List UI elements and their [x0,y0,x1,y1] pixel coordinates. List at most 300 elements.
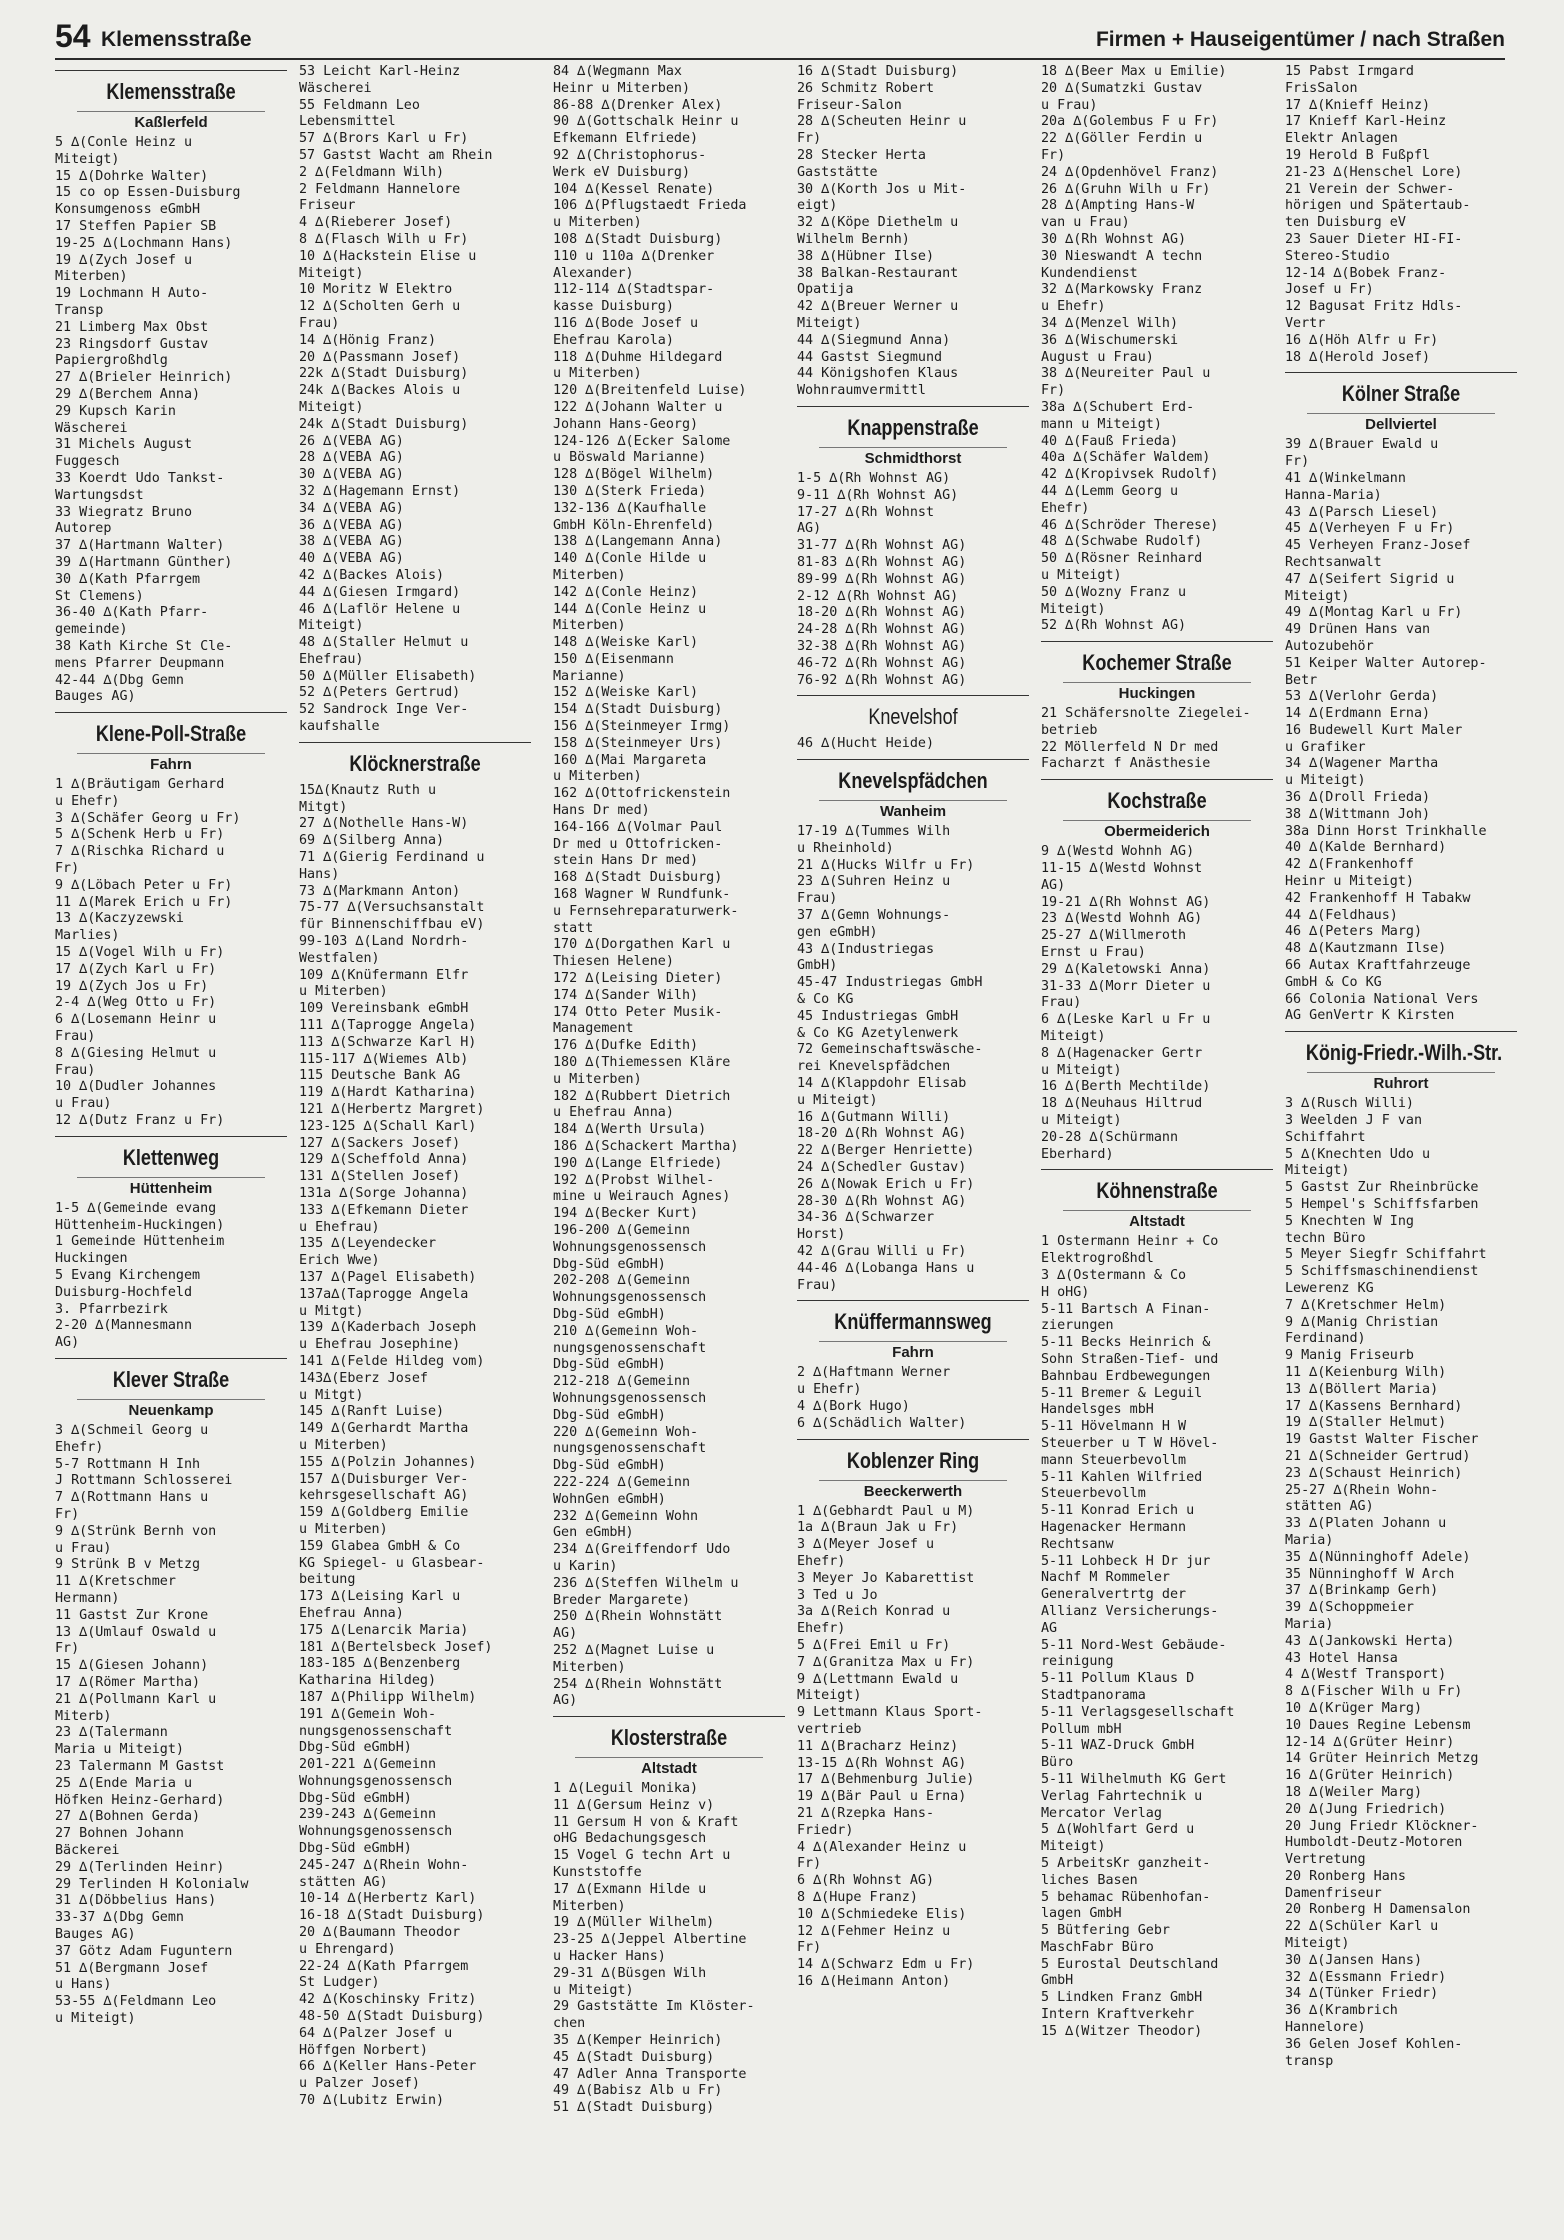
address-entry: nungsgenossenschaft [299,1723,453,1739]
address-entry: u Miterben) [553,769,642,785]
address-entry: 86-88 ∆(Drenker Alex) [553,97,723,113]
address-entry: Miteigt) [1041,1839,1106,1855]
address-entry: 36 ∆(Krambrich [1285,2003,1398,2019]
address-entry: 115-117 ∆(Wiemes Alb) [299,1051,469,1067]
address-entry: 11 Gersum H von & Kraft [553,1814,739,1830]
address-entry: 26 ∆(VEBA AG) [299,433,404,449]
address-entry: 149 ∆(Gerhardt Martha [299,1421,469,1437]
street-section [1285,1031,1517,2070]
street-section [1041,1169,1273,2040]
address-entry: 15∆(Knautz Ruth u [299,782,437,798]
address-entry: 7 ∆(Kretschmer Helm) [1285,1297,1447,1313]
address-entry: 106 ∆(Pflugstaedt Frieda [553,198,747,214]
address-entry: Efkemann Elfriede) [553,131,699,147]
address-entry: 10 ∆(Dudler Johannes [55,1079,217,1095]
address-entry: WohnGen eGmbH) [553,1491,666,1507]
address-entry: rei Knevelspfädchen [797,1059,951,1075]
address-entry: Sohn Straßen-Tief- und [1041,1352,1219,1367]
address-entry: 37 ∆(Hartmann Walter) [55,538,225,554]
address-entry: 3 Meyer Jo Kabarettist [797,1570,975,1586]
address-entry: u Miteigt) [1041,1062,1122,1078]
address-entry: 254 ∆(Rhein Wohnstätt [553,1676,723,1692]
address-entry: 20a ∆(Golembus F u Fr) [1041,114,1219,130]
address-entry: 42 Frankenhoff H Tabakw [1285,890,1471,906]
address-entry: 5-11 Becks Heinrich & [1041,1335,1211,1351]
address-entry: u Miteigt) [55,2010,136,2026]
address-entry: Wohnungsgenossensch [299,1824,453,1840]
address-entry: 3 Weelden J F van [1285,1113,1423,1129]
address-entry: 2 ∆(Haftmann Werner [797,1365,951,1381]
address-entry: 168 ∆(Stadt Duisburg) [553,870,723,886]
address-entry: 47 Adler Anna Transporte [553,2066,747,2082]
address-entry: Hüttenheim-Huckingen) [55,1217,225,1233]
address-entry: Horst) [797,1227,846,1243]
address-entry: 2 Feldmann Hannelore [299,181,461,197]
address-entry: 113 ∆(Schwarze Karl H) [299,1034,477,1050]
address-entry: Konsumgenoss eGmbH [55,202,201,218]
address-entry: 27 ∆(Brieler Heinrich) [55,370,233,386]
address-entry: 119 ∆(Hardt Katharina) [299,1085,477,1101]
address-entry: 5-11 Konrad Erich u [1041,1503,1195,1519]
address-entry: Wäscherei [299,80,372,96]
address-entry: 46-72 ∆(Rh Wohnst AG) [797,655,967,671]
district-name: Obermeiderich [1063,820,1251,844]
street-section [55,70,287,706]
address-entry: Steuerber u T W Hövel- [1041,1435,1219,1451]
district-name: Altstadt [1063,1210,1251,1234]
address-entry: 25-27 ∆(Willmeroth [1041,928,1187,944]
address-entry: 31-33 ∆(Morr Dieter u [1041,978,1211,994]
address-entry: 202-208 ∆(Gemeinn [553,1273,691,1289]
address-entry: u Miteigt) [1285,773,1366,789]
address-entry: 8 ∆(Flasch Wilh u Fr) [299,231,469,247]
address-entry: Autozubehör [1285,638,1374,654]
address-entry: 127 ∆(Sackers Josef) [299,1135,461,1151]
address-entry: 46 ∆(Hucht Heide) [797,736,935,752]
address-entry: 22 ∆(Schüler Karl u [1285,1919,1439,1935]
address-entry: Allianz Versicherungs- [1041,1603,1219,1619]
address-entry: Ernst u Frau) [1041,945,1146,961]
address-entry: u Böswald Marianne) [553,450,707,466]
address-entry: 40a ∆(Schäfer Waldem) [1041,450,1211,466]
address-entry: 42 ∆(Grau Willi u Fr) [797,1244,967,1260]
address-entry: 31-77 ∆(Rh Wohnst AG) [797,538,967,554]
address-entry: u Karin) [553,1558,618,1574]
address-entry: Ferdinand) [1285,1331,1366,1347]
address-entry: Dbg-Süd eGmbH) [299,1841,412,1857]
address-entry: 110 u 110a ∆(Drenker [553,248,715,264]
address-entry: 36 ∆(Wischumerski [1041,332,1179,348]
address-entry: 75-77 ∆(Versuchsanstalt [299,900,485,916]
street-section [797,695,1029,753]
address-entry: Maria u Miteigt) [55,1742,184,1758]
address-entry: 45 ∆(Stadt Duisburg) [553,2049,715,2065]
street-section [797,759,1029,1294]
address-entry: 20 Ronberg H Damensalon [1285,1902,1471,1918]
address-entry: KG Spiegel- u Glasbear- [299,1555,485,1571]
address-entry: 19 ∆(Zych Jos u Fr) [55,978,209,994]
address-entry: u Frau) [1041,97,1098,113]
district-name: Schmidthorst [819,447,1007,471]
address-entry: kaufshalle [299,719,380,735]
street-section [55,1358,287,2028]
address-entry: 24 ∆(Schedler Gustav) [797,1160,967,1176]
street-section [797,406,1029,689]
address-entry: 172 ∆(Leising Dieter) [553,971,723,987]
address-entry: GmbH) [797,958,838,974]
street-name: Knevelshof [868,704,958,730]
address-entry: 48-50 ∆(Stadt Duisburg) [299,2009,485,2025]
address-entry: Verlag Fahrtechnik u [1041,1788,1203,1804]
address-entry: Gen eGmbH) [553,1525,634,1541]
address-entry: 11 ∆(Gersum Heinz v) [553,1797,715,1813]
address-entry: AG) [553,1693,578,1709]
address-entry: beitung [299,1572,356,1588]
address-entry: AG) [797,521,822,537]
address-entry: Frau) [55,1029,96,1045]
address-entry: hörigen und Spätertaub- [1285,198,1471,214]
address-entry: 5 behamac Rübenhofan- [1041,1889,1211,1905]
address-entry: 53-55 ∆(Feldmann Leo [55,1994,217,2010]
address-entry: 21 Limberg Max Obst [55,319,209,335]
address-entry: 50 ∆(Wozny Franz u [1041,584,1187,600]
address-entry: Fr) [55,1506,80,1522]
address-entry: Maria) [1285,1616,1334,1632]
address-entry: 28-30 ∆(Rh Wohnst AG) [797,1193,967,1209]
address-entry: 29 ∆(Terlinden Heinr) [55,1859,225,1875]
address-entry: u Hans) [55,1977,112,1993]
address-entry: 31 ∆(Döbbelius Hans) [55,1893,217,1909]
address-entry: 5 ∆(Conle Heinz u [55,135,193,150]
address-entry: 31 Michels August [55,437,193,453]
address-entry: 5 Evang Kirchengem [55,1268,201,1284]
address-entry: Miteigt) [1041,1029,1106,1045]
address-entry: 1 ∆(Leguil Monika) [553,1781,699,1797]
address-entry: 1 ∆(Bräutigam Gerhard [55,777,225,793]
address-entry: Wäscherei [55,420,128,436]
address-entry: 84 ∆(Wegmann Max [553,64,682,79]
address-entry: 19 ∆(Bär Paul u Erna) [797,1789,967,1805]
address-entry: Bahnbau Erdbewegungen [1041,1368,1211,1384]
address-entry: 104 ∆(Kessel Renate) [553,181,715,197]
address-entry: 1-5 ∆(Rh Wohnst AG) [797,470,951,486]
address-entry: St Ludger) [299,1975,380,1991]
address-entry: 120 ∆(Breitenfeld Luise) [553,383,747,399]
address-entry: 22 Möllerfeld N Dr med [1041,739,1219,755]
address-entry: 17 ∆(Zych Karl u Fr) [55,961,217,977]
address-entry: Miteigt) [1041,601,1106,617]
address-entry: Rechtsanw [1041,1536,1114,1552]
address-entry: 30 Nieswandt A techn [1041,248,1203,264]
address-entry: 34-36 ∆(Schwarzer [797,1210,935,1226]
address-entry: 28 ∆(Scheuten Heinr u [797,114,967,130]
district-name: Fahrn [77,753,265,777]
address-entry: Fr) [1041,383,1066,399]
address-entry: Handelsges mbH [1041,1402,1154,1418]
address-entry: Fr) [797,131,822,147]
address-entry: 33 ∆(Platen Johann u [1285,1516,1447,1532]
address-entry: 174 ∆(Sander Wilh) [553,987,699,1003]
street-section [797,64,1029,400]
address-entry: 52 Sandrock Inge Ver- [299,702,469,718]
address-entry: 11 ∆(Kretschmer [55,1574,176,1590]
address-entry: 64 ∆(Palzer Josef u [299,2025,453,2041]
address-entry: Erich Wwe) [299,1253,380,1269]
address-entry: 20 ∆(Jung Friedrich) [1285,1801,1447,1817]
address-entry: 40 ∆(VEBA AG) [299,551,404,567]
address-entry: 232 ∆(Gemeinn Wohn [553,1508,699,1524]
address-entry: statt [553,920,594,936]
address-entry: kehrsgesellschaft AG) [299,1488,469,1504]
street-name: Klöcknerstraße [349,750,481,776]
address-entry: 176 ∆(Dufke Edith) [553,1038,699,1054]
address-entry: Ehefr) [55,1439,104,1455]
address-entry: Ehefrau Anna) [299,1605,404,1621]
address-entry: 138 ∆(Langemann Anna) [553,534,723,550]
address-entry: 33-37 ∆(Dbg Gemn [55,1910,184,1926]
district-name: Ruhrort [1307,1072,1495,1096]
address-entry: MaschFabr Büro [1041,1939,1154,1955]
address-entry: 3 ∆(Schmeil Georg u [55,1423,209,1438]
address-entry: 44 Königshofen Klaus [797,366,959,382]
address-entry: u Frau) [55,1096,112,1112]
street-section [299,64,531,736]
address-entry: Stadtpanorama [1041,1687,1146,1703]
street-name: König-Friedr.-Wilh.-Str. [1305,1040,1503,1066]
street-name: Klene-Poll-Straße [95,721,247,747]
address-entry: Kunststoffe [553,1865,642,1881]
address-entry: 130 ∆(Sterk Frieda) [553,483,707,499]
address-entry: Steuerbevollm [1041,1486,1146,1502]
address-entry: 124-126 ∆(Ecker Salome [553,433,731,449]
address-entry: 23 Sauer Dieter HI-FI- [1285,231,1463,247]
address-entry: 236 ∆(Steffen Wilhelm u [553,1575,739,1591]
address-entry: 44 ∆(Lemm Georg u [1041,483,1179,499]
address-entry: 42 ∆(Frankenhoff [1285,857,1414,873]
address-entry: & Co KG Azetylenwerk [797,1025,959,1041]
address-entry: u Ehefr) [797,1382,862,1398]
street-name: Klever Straße [112,1367,230,1392]
address-entry: 45 Verheyen Franz-Josef [1285,538,1471,554]
address-entry: Papiergroßhdlg [55,353,168,369]
address-entry: 26 Schmitz Robert [797,80,935,96]
address-entry: 184 ∆(Werth Ursula) [553,1122,707,1138]
address-entry: 66 Colonia National Vers [1285,991,1479,1007]
address-entry: 37 ∆(Brinkamp Gerh) [1285,1583,1439,1599]
address-entry: 116 ∆(Bode Josef u [553,315,699,331]
address-entry: 183-185 ∆(Benzenberg [299,1656,461,1672]
address-entry: nungsgenossenschaft [553,1441,707,1457]
address-entry: liches Basen [1041,1872,1138,1888]
address-entry: 5 Lindken Franz GmbH [1041,1990,1203,2006]
address-entry: 17 ∆(Behmenburg Julie) [797,1772,975,1788]
address-entry: stätten AG) [1285,1499,1374,1515]
address-entry: Hagenacker Hermann [1041,1519,1187,1535]
address-entry: 21 ∆(Rzepka Hans- [797,1805,935,1821]
address-entry: 34 ∆(Tünker Friedr) [1285,1986,1439,2002]
district-name: Fahrn [819,1341,1007,1365]
address-entry: 192 ∆(Probst Wilhel- [553,1172,715,1188]
address-entry: Frau) [797,891,838,907]
address-entry: 41 ∆(Winkelmann [1285,470,1406,486]
address-entry: 3 Ted u Jo [797,1587,878,1603]
address-entry: Miteigt) [797,1688,862,1704]
address-entry: 22 ∆(Berger Henriette) [797,1143,975,1159]
address-entry: 111 ∆(Taprogge Angela) [299,1018,477,1034]
address-entry: 15 Vogel G techn Art u [553,1848,731,1864]
address-entry: 25-27 ∆(Rhein Wohn- [1285,1482,1439,1498]
address-entry: 155 ∆(Polzin Johannes) [299,1454,477,1470]
address-entry: 10 Moritz W Elektro [299,282,453,298]
address-entry: 11 ∆(Bracharz Heinz) [797,1738,959,1754]
address-entry: 29 ∆(Berchem Anna) [55,386,201,402]
street-name: Knevelspfädchen [838,768,988,794]
address-entry: 13-15 ∆(Rh Wohnst AG) [797,1755,967,1771]
address-entry: 11 ∆(Marek Erich u Fr) [55,894,233,910]
address-entry: 2 ∆(Feldmann Wilh) [299,164,445,180]
address-entry: AG) [55,1335,80,1351]
address-entry: 9 ∆(Westd Wohnh AG) [1041,844,1195,860]
address-entry: Westfalen) [299,950,380,966]
address-entry: 42 ∆(Koschinsky Fritz) [299,1992,477,2008]
address-entry: 47 ∆(Seifert Sigrid u [1285,571,1455,587]
address-entry: gen eGmbH) [797,924,878,940]
address-entry: Ehefrau Karola) [553,332,674,348]
address-entry: 5-11 Hövelmann H W [1041,1419,1187,1435]
address-entry: 14 ∆(Erdmann Erna) [1285,706,1431,722]
address-entry: für Binnenschiffbau eV) [299,917,485,933]
address-entry: 9 Manig Friseurb [1285,1348,1414,1364]
address-entry: 8 ∆(Giesing Helmut u [55,1045,217,1061]
address-entry: Höffgen Norbert) [299,2042,428,2058]
address-entry: Transp [55,302,104,318]
column-6 [1285,64,1517,2224]
address-entry: 109 ∆(Knüfermann Elfr [299,967,469,983]
address-entry: 30 ∆(Korth Jos u Mit- [797,181,967,197]
address-entry: 158 ∆(Steinmeyer Urs) [553,735,723,751]
address-entry: u Ehefr) [55,793,120,809]
address-entry: 112-114 ∆(Stadtspar- [553,282,715,298]
address-entry: Frau) [299,315,340,331]
address-entry: 5 Meyer Siegfr Schiffahrt [1285,1247,1487,1263]
address-entry: 17-19 ∆(Tummes Wilh [797,824,951,840]
address-entry: 19 ∆(Zych Josef u [55,252,193,268]
address-entry: 73 ∆(Markmann Anton) [299,883,461,899]
address-entry: 212-218 ∆(Gemeinn [553,1374,691,1390]
address-entry: Dbg-Süd eGmbH) [553,1256,666,1272]
address-entry: 133 ∆(Efkemann Dieter [299,1202,469,1218]
address-entry: 49 Drünen Hans van [1285,622,1431,638]
street-name: Klemensstraße [106,79,236,104]
address-entry: 38a Dinn Horst Trinkhalle [1285,823,1487,839]
address-entry: 16-18 ∆(Stadt Duisburg) [299,1908,485,1924]
district-name: Altstadt [575,1757,763,1781]
address-entry: 24 ∆(Opdenhövel Franz) [1041,164,1219,180]
address-entry: 20 ∆(Sumatzki Gustav [1041,80,1203,96]
address-entry: 12-14 ∆(Bobek Franz- [1285,265,1447,281]
address-entry: 239-243 ∆(Gemeinn [299,1807,437,1823]
address-entry: & Co KG [797,992,854,1008]
address-entry: Hans Dr med) [553,803,650,819]
address-entry: 20 ∆(Baumann Theodor [299,1925,461,1941]
address-entry: stein Hans Dr med) [553,853,699,869]
address-entry: 66 ∆(Keller Hans-Peter [299,2059,477,2075]
address-entry: mann Steuerbevollm [1041,1452,1187,1468]
address-entry: 46 ∆(Peters Marg) [1285,924,1423,940]
address-entry: Fuggesch [55,454,120,470]
address-entry: 18 ∆(Herold Josef) [1285,349,1431,365]
address-entry: Betr [1285,672,1318,688]
address-entry: 39 ∆(Brauer Ewald u [1285,437,1439,453]
address-entry: 17 ∆(Knieff Heinz) [1285,97,1431,113]
address-entry: 6 ∆(Rh Wohnst AG) [797,1873,935,1889]
address-entry: 19 ∆(Staller Helmut) [1285,1415,1447,1431]
address-entry: 27 ∆(Nothelle Hans-W) [299,816,469,832]
address-entry: Miterben) [553,1898,626,1914]
address-entry: 109 Vereinsbank eGmbH [299,1001,469,1017]
address-entry: 22 ∆(Göller Ferdin u [1041,131,1203,147]
address-entry: 234 ∆(Greiffendorf Udo [553,1542,731,1558]
address-entry: 186 ∆(Schackert Martha) [553,1139,739,1154]
address-entry: 210 ∆(Gemeinn Woh- [553,1323,699,1339]
address-entry: 201-221 ∆(Gemeinn [299,1757,437,1773]
address-entry: 5-11 Verlagsgesellschaft [1041,1704,1235,1720]
address-entry: 40 ∆(Fauß Frieda) [1041,433,1179,449]
address-entry: 182 ∆(Rubbert Dietrich [553,1088,731,1104]
address-entry: 28 ∆(VEBA AG) [299,450,404,466]
address-entry: 141 ∆(Felde Hildeg vom) [299,1353,485,1369]
address-entry: Miterben) [55,269,128,285]
address-entry: 142 ∆(Conle Heinz) [553,584,699,600]
address-entry: kasse Duisburg) [553,299,674,315]
address-entry: 129 ∆(Scheffold Anna) [299,1152,469,1168]
column-4 [797,64,1029,2224]
address-entry: 23 ∆(Suhren Heinz u [797,874,951,890]
address-entry: 42 ∆(Breuer Werner u [797,299,959,315]
address-entry: 13 ∆(Böllert Maria) [1285,1381,1439,1397]
address-entry: 122 ∆(Johann Walter u [553,399,723,415]
address-entry: 5 Hempel's Schiffsfarben [1285,1197,1479,1213]
address-entry: mens Pfarrer Deupmann [55,655,225,671]
address-entry: Miteigt) [299,265,364,281]
address-entry: 12 ∆(Fehmer Heinz u [797,1923,951,1939]
address-entry: 32 ∆(Markowsky Franz [1041,282,1203,298]
column-3 [553,64,785,2224]
address-entry: 2-4 ∆(Weg Otto u Fr) [55,995,217,1011]
address-entry: 16 ∆(Heimann Anton) [797,1973,951,1989]
address-entry: 1 ∆(Gebhardt Paul u M) [797,1503,975,1519]
address-entry: 50 ∆(Rösner Reinhard [1041,551,1203,567]
address-entry: Friedr) [797,1822,854,1838]
address-entry: 3 ∆(Rusch Willi) [1285,1096,1414,1112]
address-entry: Autorep [55,521,112,537]
address-entry: Bauges AG) [55,689,136,705]
address-entry: 181 ∆(Bertelsbeck Josef) [299,1639,493,1655]
street-section [553,64,785,1710]
address-entry: 108 ∆(Stadt Duisburg) [553,231,723,247]
address-entry: 3 ∆(Ostermann & Co [1041,1268,1187,1284]
address-entry: August u Frau) [1041,349,1154,365]
address-entry: 23 ∆(Talermann [55,1725,168,1741]
address-entry: 44 ∆(Siegmund Anna) [797,332,951,348]
address-entry: 38 ∆(Wittmann Joh) [1285,806,1431,822]
page-number: 54 [55,18,91,54]
address-entry: 29 Terlinden H Kolonialw [55,1876,249,1892]
address-entry: 4 ∆(Bork Hugo) [797,1399,910,1414]
address-entry: 145 ∆(Ranft Luise) [299,1404,445,1420]
district-name: Beeckerwerth [819,1480,1007,1504]
address-entry: 21 Schäfersnolte Ziegelei- [1041,706,1251,722]
